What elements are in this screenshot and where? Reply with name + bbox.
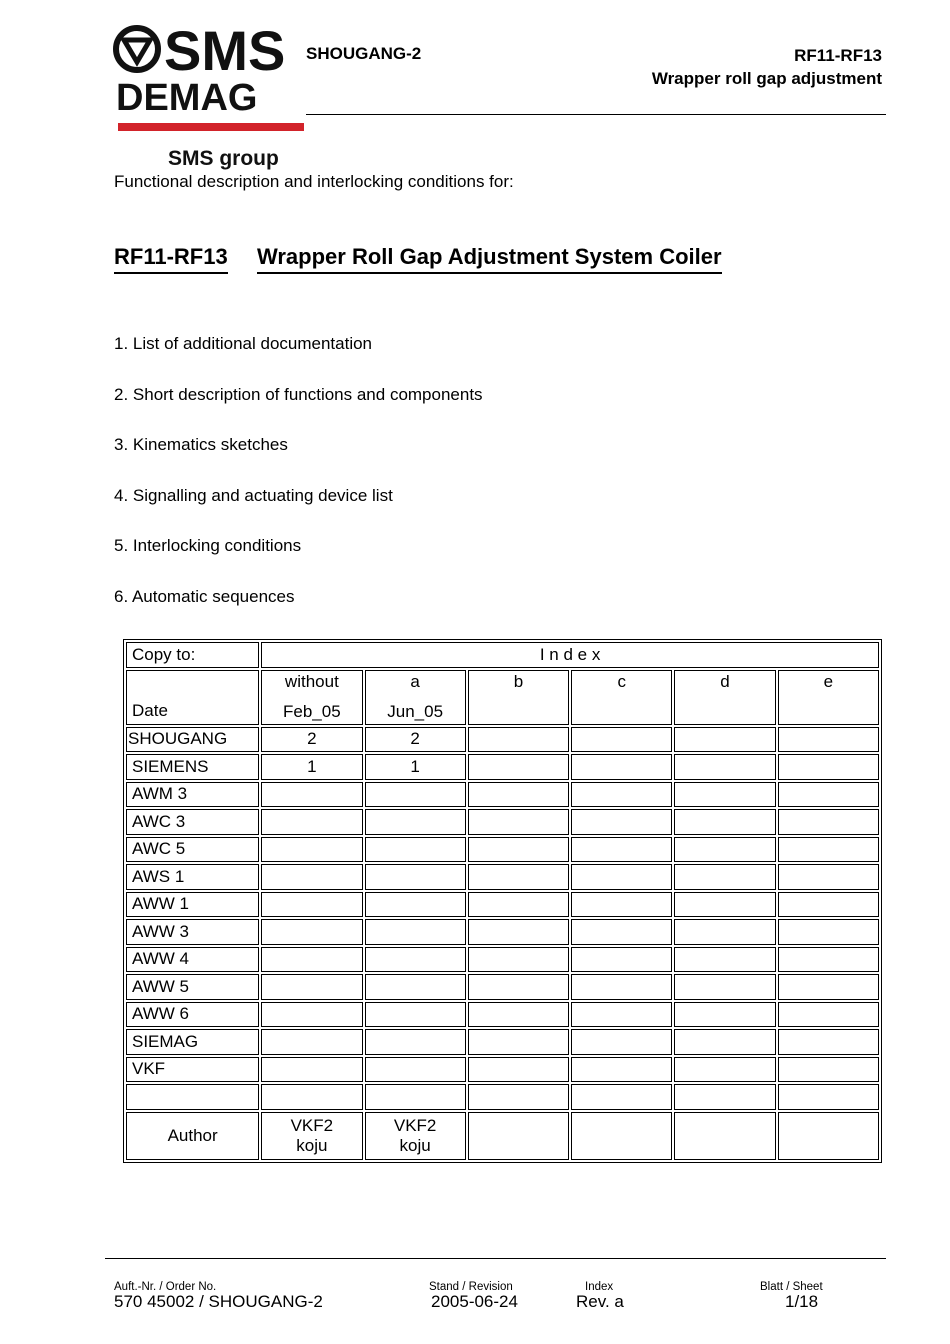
revision-date: Jun_05 bbox=[387, 702, 444, 721]
copy-count-cell bbox=[778, 754, 879, 780]
revision-cell bbox=[571, 670, 672, 725]
copy-count-cell bbox=[365, 1029, 466, 1055]
table-header-row bbox=[126, 642, 879, 668]
revision-label: d bbox=[720, 672, 730, 691]
title-code: RF11-RF13 bbox=[114, 244, 228, 274]
logo-demag-text: DEMAG bbox=[116, 77, 258, 119]
revision-cell bbox=[468, 670, 569, 725]
copy-count-cell bbox=[778, 919, 879, 945]
revision-cell bbox=[778, 670, 879, 725]
revision-label: without bbox=[284, 672, 339, 691]
copy-count-cell bbox=[674, 1002, 775, 1028]
revision-label: a bbox=[410, 672, 420, 691]
copy-count-cell bbox=[571, 919, 672, 945]
sms-demag-logo bbox=[112, 22, 308, 170]
copy-count-cell bbox=[674, 727, 775, 753]
copy-count-cell bbox=[674, 1057, 775, 1083]
copy-count-cell bbox=[674, 864, 775, 890]
index-footer-value: Rev. a bbox=[576, 1292, 624, 1311]
table-row bbox=[126, 727, 879, 753]
copy-count-cell bbox=[468, 1084, 569, 1110]
table-row bbox=[126, 919, 879, 945]
revision-label: e bbox=[823, 672, 834, 691]
revision-label: c bbox=[617, 672, 626, 691]
copy-count-cell bbox=[571, 727, 672, 753]
copy-count-cell bbox=[674, 1084, 775, 1110]
author-line2: koju bbox=[399, 1135, 431, 1155]
copy-count-cell bbox=[261, 1084, 362, 1110]
recipient-name: AWC 5 bbox=[126, 837, 259, 863]
copy-count-cell bbox=[571, 1084, 672, 1110]
author-cell bbox=[778, 1112, 879, 1160]
copy-count-cell bbox=[674, 782, 775, 808]
copy-count-cell: 2 bbox=[365, 727, 466, 753]
copy-count-cell bbox=[365, 1057, 466, 1083]
toc-item: 2. Short description of functions and components bbox=[114, 384, 483, 404]
revision-cell bbox=[261, 670, 362, 725]
recipient-name: AWS 1 bbox=[126, 864, 259, 890]
copy-count-cell bbox=[778, 892, 879, 918]
distribution-rows bbox=[126, 727, 879, 1110]
copy-count-cell bbox=[674, 892, 775, 918]
copy-count-cell bbox=[261, 947, 362, 973]
copy-count-cell bbox=[674, 947, 775, 973]
author-line1: VKF2 bbox=[290, 1115, 334, 1135]
toc-item: 1. List of additional documentation bbox=[114, 334, 373, 353]
copy-count-cell bbox=[468, 864, 569, 890]
author-cell bbox=[571, 1112, 672, 1160]
author-row bbox=[126, 1112, 879, 1160]
table-row bbox=[126, 974, 879, 1000]
copy-count-cell bbox=[571, 947, 672, 973]
recipient-name: VKF bbox=[126, 1057, 259, 1083]
copy-count-cell bbox=[261, 809, 362, 835]
copy-count-cell bbox=[571, 974, 672, 1000]
copy-count-cell bbox=[468, 919, 569, 945]
recipient-name: AWW 6 bbox=[126, 1002, 259, 1028]
recipient-name: SIEMAG bbox=[126, 1029, 259, 1055]
copy-count-cell bbox=[365, 892, 466, 918]
header-right bbox=[652, 44, 882, 90]
table-row bbox=[126, 782, 879, 808]
copy-count-cell bbox=[468, 727, 569, 753]
copy-count-cell bbox=[674, 1029, 775, 1055]
copy-count-cell bbox=[571, 782, 672, 808]
index-label: I n d e x bbox=[261, 642, 879, 668]
copy-count-cell bbox=[365, 809, 466, 835]
toc-item: 3. Kinematics sketches bbox=[114, 435, 288, 455]
copy-count-cell bbox=[365, 782, 466, 808]
copy-count-cell bbox=[365, 919, 466, 945]
sms-demag-logo-graphic bbox=[112, 22, 308, 170]
intro-text: Functional description and interlocking conditions for: bbox=[114, 172, 514, 191]
copy-count-cell bbox=[571, 1002, 672, 1028]
copy-count-cell bbox=[261, 837, 362, 863]
table-row bbox=[126, 754, 879, 780]
copy-count-cell bbox=[468, 892, 569, 918]
recipient-name: AWW 4 bbox=[126, 947, 259, 973]
date-label: Date bbox=[126, 670, 259, 725]
copy-count-cell bbox=[261, 892, 362, 918]
copy-count-cell bbox=[261, 864, 362, 890]
author-cell bbox=[674, 1112, 775, 1160]
stand-label: Stand / Revision bbox=[429, 1281, 513, 1293]
author-line1: VKF2 bbox=[393, 1115, 437, 1135]
copy-count-cell bbox=[468, 754, 569, 780]
revision-label: b bbox=[513, 672, 524, 691]
copy-to-label: Copy to: bbox=[126, 642, 259, 668]
copy-count-cell bbox=[468, 1057, 569, 1083]
copy-count-cell bbox=[778, 864, 879, 890]
table-row bbox=[126, 864, 879, 890]
copy-count-cell bbox=[571, 1029, 672, 1055]
copy-count-cell bbox=[674, 754, 775, 780]
copy-count-cell bbox=[261, 1029, 362, 1055]
revision-cell bbox=[365, 670, 466, 725]
recipient-name: AWW 3 bbox=[126, 919, 259, 945]
logo-sms-text: SMS bbox=[164, 22, 286, 82]
recipient-name: AWW 1 bbox=[126, 892, 259, 918]
copy-count-cell bbox=[778, 1057, 879, 1083]
copy-count-cell bbox=[778, 1002, 879, 1028]
revision-date: Feb_05 bbox=[283, 702, 341, 721]
recipient-name: SHOUGANG bbox=[126, 727, 259, 753]
copy-count-cell: 1 bbox=[365, 754, 466, 780]
copy-count-cell bbox=[468, 809, 569, 835]
copy-count-cell bbox=[261, 919, 362, 945]
distribution-index-table bbox=[123, 639, 882, 1163]
copy-count-cell bbox=[571, 892, 672, 918]
table-revision-row bbox=[126, 670, 879, 725]
order-label: Auft.-Nr. / Order No. bbox=[114, 1281, 217, 1293]
copy-count-cell bbox=[571, 809, 672, 835]
header-code: RF11-RF13 bbox=[794, 46, 882, 65]
copy-count-cell bbox=[365, 864, 466, 890]
logo-smsgroup-text: SMS group bbox=[168, 147, 279, 170]
footer-divider bbox=[105, 1258, 886, 1259]
copy-count-cell bbox=[365, 1084, 466, 1110]
copy-count-cell: 2 bbox=[261, 727, 362, 753]
copy-count-cell bbox=[778, 974, 879, 1000]
table-row bbox=[126, 947, 879, 973]
recipient-name: AWC 3 bbox=[126, 809, 259, 835]
copy-count-cell bbox=[468, 782, 569, 808]
copy-count-cell bbox=[468, 1002, 569, 1028]
table-of-contents bbox=[114, 334, 483, 638]
table-row bbox=[126, 837, 879, 863]
table-row bbox=[126, 1002, 879, 1028]
author-cell bbox=[365, 1112, 466, 1160]
copy-count-cell bbox=[674, 919, 775, 945]
header-project bbox=[306, 44, 421, 64]
copy-count-cell bbox=[365, 974, 466, 1000]
sheet-label: Blatt / Sheet bbox=[760, 1281, 823, 1293]
copy-count-cell bbox=[365, 947, 466, 973]
recipient-name bbox=[126, 1084, 259, 1110]
header-subject: Wrapper roll gap adjustment bbox=[651, 69, 882, 88]
copy-count-cell bbox=[778, 947, 879, 973]
revision-cell bbox=[674, 670, 775, 725]
copy-count-cell bbox=[778, 1029, 879, 1055]
copy-count-cell bbox=[468, 974, 569, 1000]
copy-count-cell: 1 bbox=[261, 754, 362, 780]
title-text: Wrapper Roll Gap Adjustment System Coiler bbox=[257, 244, 722, 274]
stand-value: 2005-06-24 bbox=[431, 1292, 518, 1311]
copy-count-cell bbox=[261, 1057, 362, 1083]
sheet-value: 1/18 bbox=[785, 1292, 819, 1311]
copy-count-cell bbox=[674, 809, 775, 835]
copy-count-cell bbox=[468, 837, 569, 863]
copy-count-cell bbox=[778, 727, 879, 753]
copy-count-cell bbox=[571, 864, 672, 890]
toc-item: 5. Interlocking conditions bbox=[114, 536, 302, 556]
toc-item: 6. Automatic sequences bbox=[114, 586, 295, 606]
order-value: 570 45002 / SHOUGANG-2 bbox=[114, 1292, 323, 1311]
header-project-text: SHOUGANG-2 bbox=[306, 44, 422, 63]
copy-count-cell bbox=[571, 754, 672, 780]
copy-count-cell bbox=[778, 1084, 879, 1110]
copy-count-cell bbox=[778, 837, 879, 863]
copy-count-cell bbox=[261, 974, 362, 1000]
copy-count-cell bbox=[571, 837, 672, 863]
author-line2: koju bbox=[296, 1135, 328, 1155]
copy-count-cell bbox=[778, 782, 879, 808]
index-footer-label: Index bbox=[585, 1281, 614, 1293]
table-row bbox=[126, 809, 879, 835]
copy-count-cell bbox=[571, 1057, 672, 1083]
table-row bbox=[126, 1029, 879, 1055]
author-cell bbox=[468, 1112, 569, 1160]
copy-count-cell bbox=[261, 782, 362, 808]
copy-count-cell bbox=[674, 974, 775, 1000]
copy-count-cell bbox=[778, 809, 879, 835]
copy-count-cell bbox=[674, 837, 775, 863]
recipient-name: SIEMENS bbox=[126, 754, 259, 780]
table-row bbox=[126, 892, 879, 918]
toc-item: 4. Signalling and actuating device list bbox=[114, 485, 393, 505]
table-row bbox=[126, 1057, 879, 1083]
copy-count-cell bbox=[365, 837, 466, 863]
copy-count-cell bbox=[468, 947, 569, 973]
author-cell bbox=[261, 1112, 362, 1160]
copy-count-cell bbox=[468, 1029, 569, 1055]
copy-count-cell bbox=[365, 1002, 466, 1028]
recipient-name: AWM 3 bbox=[126, 782, 259, 808]
recipient-name: AWW 5 bbox=[126, 974, 259, 1000]
copy-count-cell bbox=[261, 1002, 362, 1028]
table-row bbox=[126, 1084, 879, 1110]
header-divider bbox=[306, 114, 886, 115]
author-label: Author bbox=[126, 1112, 259, 1160]
